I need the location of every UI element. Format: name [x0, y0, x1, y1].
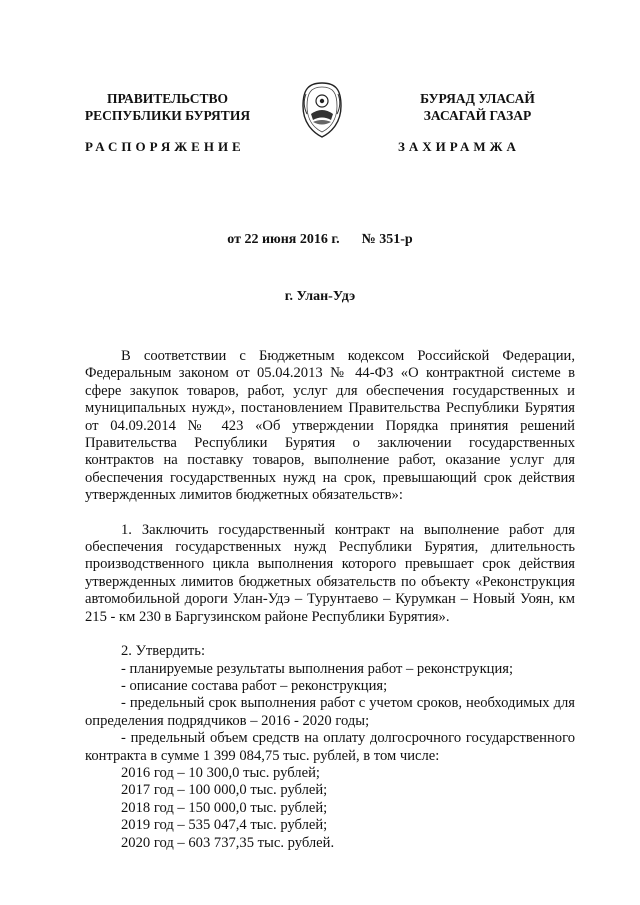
funding-year-row: 2019 год – 535 047,4 тыс. рублей;	[121, 817, 328, 834]
funding-year-row: 2016 год – 10 300,0 тыс. рублей;	[121, 764, 320, 781]
document-number: № 351-р	[361, 232, 413, 247]
doc-type-right: ЗАХИРАМЖА	[398, 139, 520, 154]
preamble-paragraph: В соответствии с Бюджетным кодексом Российской Федерации, Федеральным законом от 05.04.2013 № 44-ФЗ «О контрактной системе в сфере закупок товаров, работ, услуг для обеспечения государственных и муниципальных нужд», постановлением Правительства Республики Бурятия от 04.09.2014 № 423 «Об утверждении Порядка принятия решений Правительства Республики Бурятия о заключении государственных контрактов на поставку товаров, выполнение работ, оказание услуг для обеспечения государственных нужд на срок, превышающий срок действия утвержденных лимитов бюджетных обязательств»:	[85, 348, 575, 504]
funding-year-row: 2020 год – 603 737,35 тыс. рублей.	[121, 834, 335, 851]
header-left-line2: РЕСПУБЛИКИ БУРЯТИЯ	[84, 108, 251, 123]
item-1-paragraph: 1. Заключить государственный контракт на выполнение работ для обеспечения государственных нужд Республики Бурятия, длительность производственного цикла выполнения которого превышает срок действия утвержденных лимитов бюджетных обязательств по объекту «Реконструкция автомобильной дороги Улан-Удэ – Турунтаево – Курумкан – Новый Уоян, км 215 - км 230 в Баргузинском районе Республики Бурятия».	[85, 521, 575, 625]
item-2-line: - описание состава работ – реконструкция;	[121, 677, 388, 694]
document-body	[85, 348, 575, 852]
document-city: г. Улан-Удэ	[284, 289, 356, 304]
item-2-line: - планируемые результаты выполнения работ – реконструкция;	[121, 660, 514, 677]
item-2-line: - предельный срок выполнения работ с учетом сроков, необходимых для определения подрядчиков – 2016 - 2020 годы;	[85, 695, 575, 729]
doc-type-left: РАСПОРЯЖЕНИЕ	[85, 139, 245, 154]
item-2-line: - предельный объем средств на оплату долгосрочного государственного контракта в сумме 1 399 084,75 тыс. рублей, в том числе:	[85, 730, 575, 764]
document-date: от 22 июня 2016 г.	[227, 232, 340, 247]
date-number-line	[0, 232, 640, 248]
funding-year-row: 2017 год – 100 000,0 тыс. рублей;	[121, 782, 328, 799]
header-right-line2: ЗАСАГАЙ ГАЗАР	[423, 108, 532, 123]
coat-of-arms-icon	[298, 80, 346, 140]
header-left	[60, 90, 275, 124]
header-right	[370, 90, 585, 124]
header-left-line1: ПРАВИТЕЛЬСТВО	[106, 91, 228, 106]
item-2-title: 2. Утвердить:	[121, 643, 206, 660]
header-right-line1: БУРЯАД УЛАСАЙ	[420, 91, 535, 106]
funding-year-row: 2018 год – 150 000,0 тыс. рублей;	[121, 799, 328, 816]
